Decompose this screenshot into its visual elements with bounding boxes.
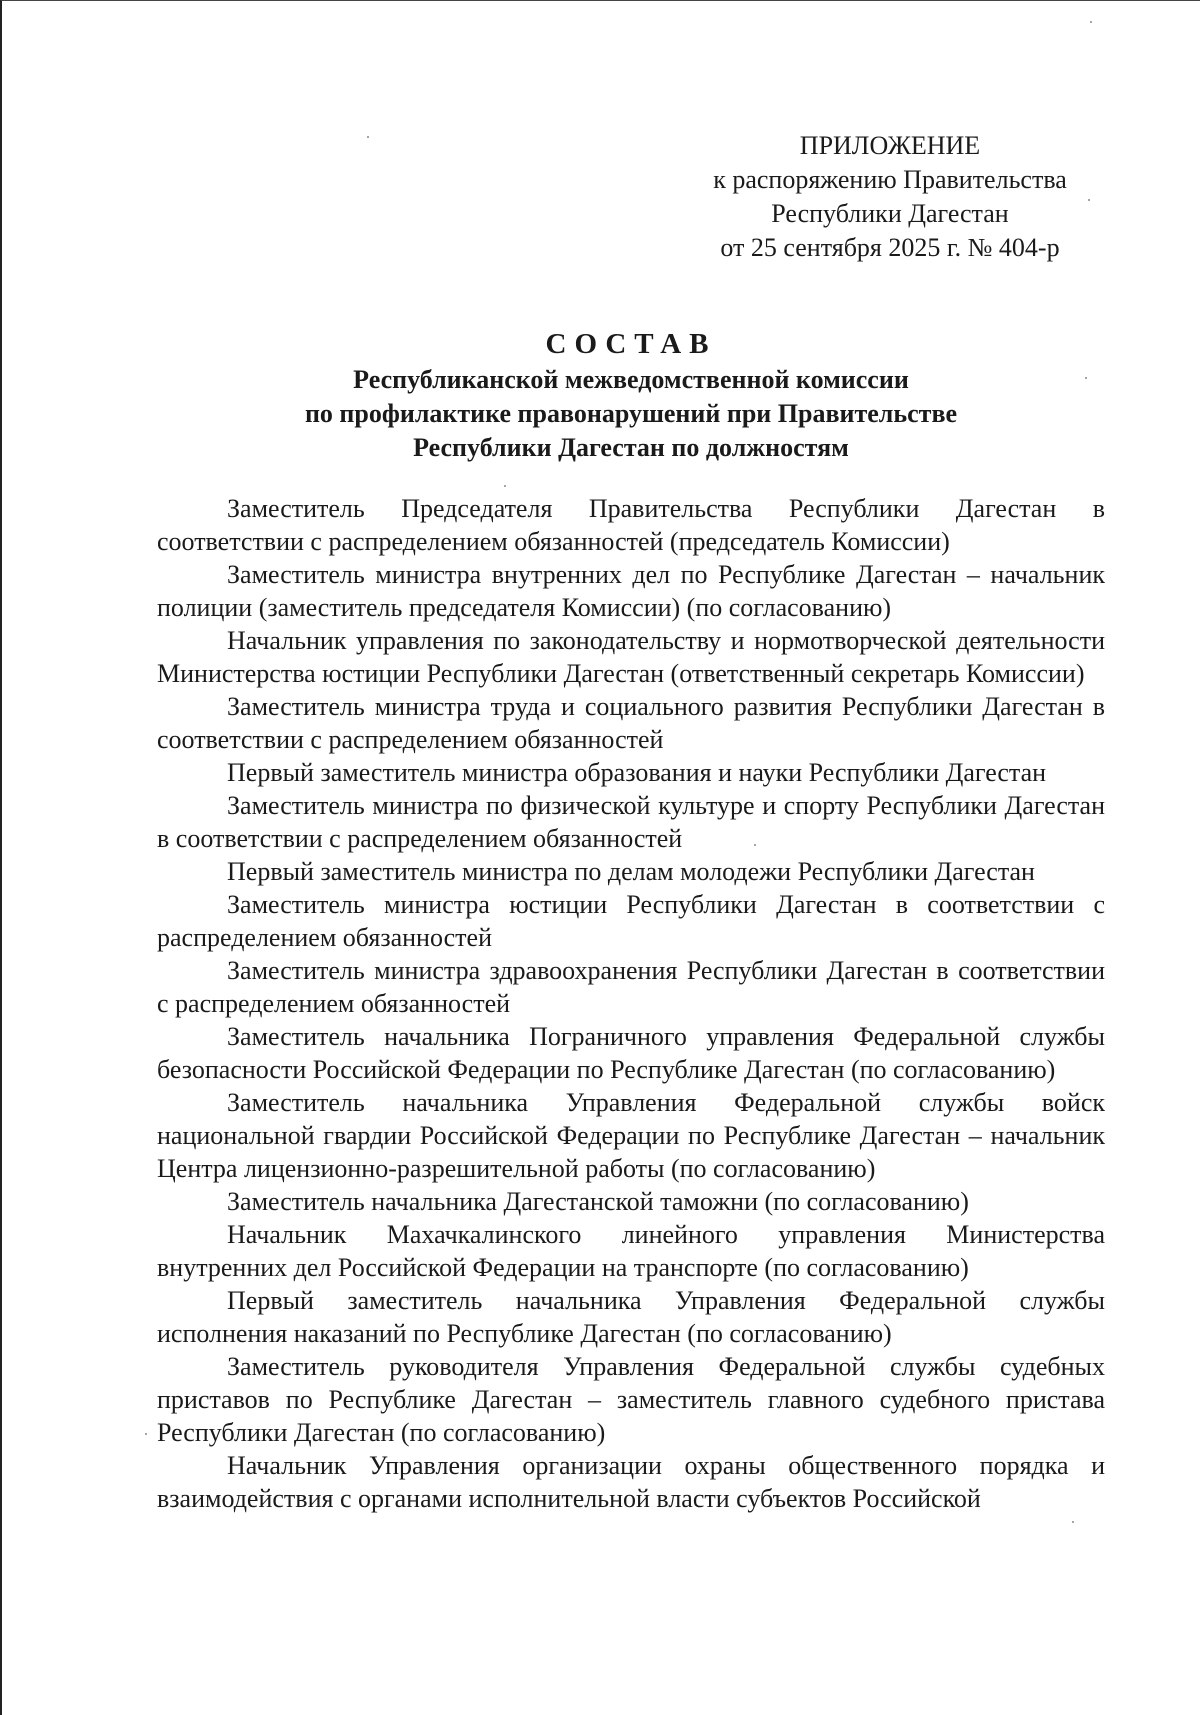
member-item: Заместитель министра здравоохранения Республики Дагестан в соответствии с распределением обязанностей [157, 956, 1105, 1018]
member-item: Заместитель министра труда и социального развития Республики Дагестан в соответствии с распределением обязанностей [157, 692, 1105, 754]
scan-speck [1072, 1521, 1074, 1523]
scan-speck [504, 485, 506, 487]
heading-line-3: Республики Дагестан по должностям [413, 433, 849, 462]
member-item: Заместитель министра юстиции Республики Дагестан в соответствии с распределением обязанностей [157, 890, 1105, 952]
appendix-line-republic: Республики Дагестан [771, 199, 1009, 228]
member-item: Заместитель начальника Пограничного управления Федеральной службы безопасности Российской Федерации по Республике Дагестан (по согласованию) [157, 1022, 1105, 1084]
scan-speck [1090, 21, 1092, 23]
member-item: Начальник Махачкалинского линейного управления Министерства внутренних дел Российской Федерации на транспорте (по согласованию) [157, 1220, 1105, 1282]
scan-speck [1085, 377, 1087, 379]
member-item: Заместитель министра по физической культуре и спорту Республики Дагестан в соответствии с распределением обязанностей [157, 791, 1105, 853]
member-item: Первый заместитель министра образования и науки Республики Дагестан [227, 758, 1047, 787]
appendix-line-date: от 25 сентября 2025 г. № 404-р [720, 233, 1060, 262]
heading-title: СОСТАВ [545, 328, 717, 360]
member-item: Начальник управления по законодательству и нормотворческой деятельности Министерства юстиции Республики Дагестан (ответственный секретарь Комиссии) [157, 626, 1105, 688]
heading-line-2: по профилактике правонарушений при Правительстве [304, 399, 958, 428]
scan-speck [367, 136, 369, 138]
member-item: Заместитель министра внутренних дел по Республике Дагестан – начальник полиции (заместитель председателя Комиссии) (по согласованию) [157, 560, 1105, 622]
members-list [157, 492, 1105, 1515]
appendix-block [680, 129, 1100, 265]
document-heading [157, 325, 1105, 465]
member-item: Начальник Управления организации охраны общественного порядка и взаимодействия с органами исполнительной власти субъектов Российской [157, 1451, 1105, 1513]
appendix-line-order: к распоряжению Правительства [713, 165, 1067, 194]
scan-speck [1088, 199, 1090, 201]
heading-line-1: Республиканской межведомственной комиссии [353, 365, 909, 394]
scan-speck [145, 1433, 147, 1435]
scan-speck [754, 844, 756, 846]
member-item: Заместитель начальника Управления Федеральной службы войск национальной гвардии Российской Федерации по Республике Дагестан – начальник Центра лицензионно-разрешительной работы (по согласованию) [157, 1088, 1105, 1183]
member-item: Заместитель руководителя Управления Федеральной службы судебных приставов по Республике Дагестан – заместитель главного судебного пристава Республики Дагестан (по согласованию) [157, 1352, 1105, 1447]
member-item: Первый заместитель министра по делам молодежи Республики Дагестан [227, 857, 1035, 886]
appendix-title: ПРИЛОЖЕНИЕ [799, 131, 981, 160]
member-item: Заместитель начальника Дагестанской таможни (по согласованию) [227, 1187, 969, 1216]
member-item: Заместитель Председателя Правительства Республики Дагестан в соответствии с распределением обязанностей (председатель Комиссии) [157, 494, 1105, 556]
member-item: Первый заместитель начальника Управления Федеральной службы исполнения наказаний по Республике Дагестан (по согласованию) [157, 1286, 1105, 1348]
